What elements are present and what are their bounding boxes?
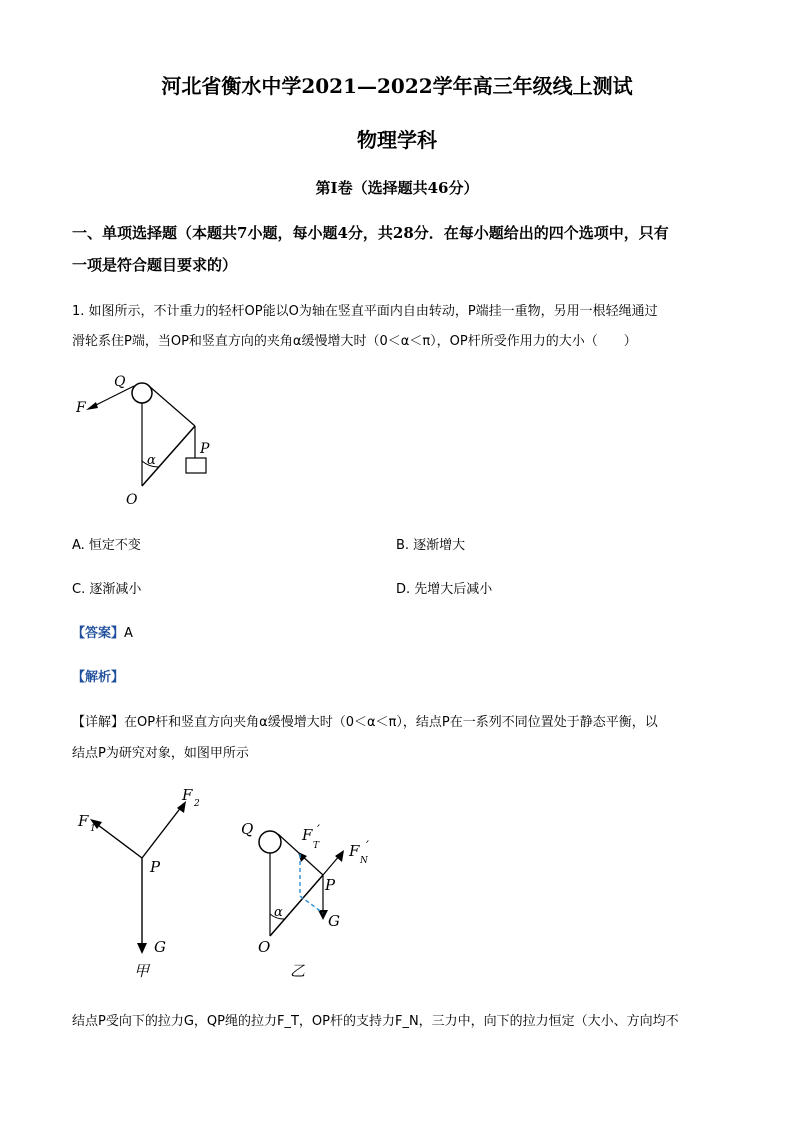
label-g-jia: G	[154, 938, 166, 956]
answer-value: A	[124, 626, 133, 641]
detail-tag: 详解	[85, 715, 112, 730]
question1-figure	[72, 366, 232, 512]
subject-heading: 物理学科	[357, 128, 437, 152]
label-fn: F	[349, 842, 360, 860]
label-p-jia: P	[150, 858, 161, 876]
label-f1-sub: 1	[90, 824, 96, 834]
figure-yi	[228, 810, 388, 980]
option-b: B. 逐渐增大	[396, 538, 466, 553]
label-f: F	[76, 400, 86, 416]
option-a: A. 恒定不变	[72, 538, 141, 553]
volume-heading: 第Ⅰ卷（选择题共46分）	[315, 179, 479, 197]
answer-line: 【答案】A	[72, 626, 133, 641]
rope-qp	[149, 386, 195, 426]
label-q-yi: Q	[241, 820, 254, 838]
analysis-line: 【解析】	[72, 670, 125, 685]
label-p-yi: P	[325, 876, 336, 894]
label-fn-sub: N	[360, 856, 368, 866]
label-f2-sub: 2	[194, 799, 200, 809]
label-g-yi: G	[328, 912, 340, 930]
label-p: P	[200, 441, 210, 457]
question1-stem-line2: 滑轮系住P端，当OP和竖直方向的夹角α缓慢增大时（0＜α＜π），OP杆所受作用力的大小（ ）	[72, 334, 637, 349]
section-heading-line1: 一、单项选择题（本题共7小题，每小题4分，共28分．在每小题给出的四个选项中，只有	[72, 224, 669, 242]
label-f2: F	[182, 786, 193, 804]
question1-stem-line1: 1. 如图所示，不计重力的轻杆OP能以O为轴在竖直平面内自由转动，P端挂一重物，另用一根轻绳通过	[72, 304, 658, 319]
caption-yi: 乙	[290, 962, 306, 980]
analysis-tag: 解析	[85, 670, 112, 685]
detail-line1: 【详解】在OP杆和竖直方向夹角α缓慢增大时（0＜α＜π），结点P在一系列不同位置处于静态平衡，以	[72, 715, 658, 730]
label-f1: F	[78, 812, 89, 830]
label-ft-prime: ′	[317, 823, 320, 838]
detail-text1: 在OP杆和竖直方向夹角α缓慢增大时（0＜α＜π），结点P在一系列不同位置处于静态平衡，以	[124, 715, 658, 730]
label-alpha-yi: α	[274, 905, 283, 920]
page-title: 河北省衡水中学2021—2022学年高三年级线上测试	[161, 74, 633, 98]
label-fn-prime: ′	[366, 839, 369, 854]
label-ft: F	[302, 826, 313, 844]
detail-last-line: 结点P受向下的拉力G，QP绳的拉力F_T，OP杆的支持力F_N，三力中，向下的拉力恒定（大小、方向均不	[72, 1014, 679, 1029]
label-o-yi: O	[258, 938, 271, 956]
label-o: O	[126, 492, 138, 508]
label-ft-sub: T	[313, 841, 320, 851]
label-alpha: α	[147, 453, 156, 468]
weight-box	[186, 458, 206, 473]
option-d: D. 先增大后减小	[396, 582, 493, 597]
option-c: C. 逐渐减小	[72, 582, 142, 597]
label-q: Q	[114, 374, 126, 390]
caption-jia: 甲	[134, 962, 150, 980]
figure-jia	[72, 780, 202, 980]
section-heading-line2: 一项是符合题目要求的）	[72, 256, 238, 274]
detail-line2: 结点P为研究对象，如图甲所示	[72, 746, 249, 761]
answer-tag: 答案	[85, 626, 112, 641]
